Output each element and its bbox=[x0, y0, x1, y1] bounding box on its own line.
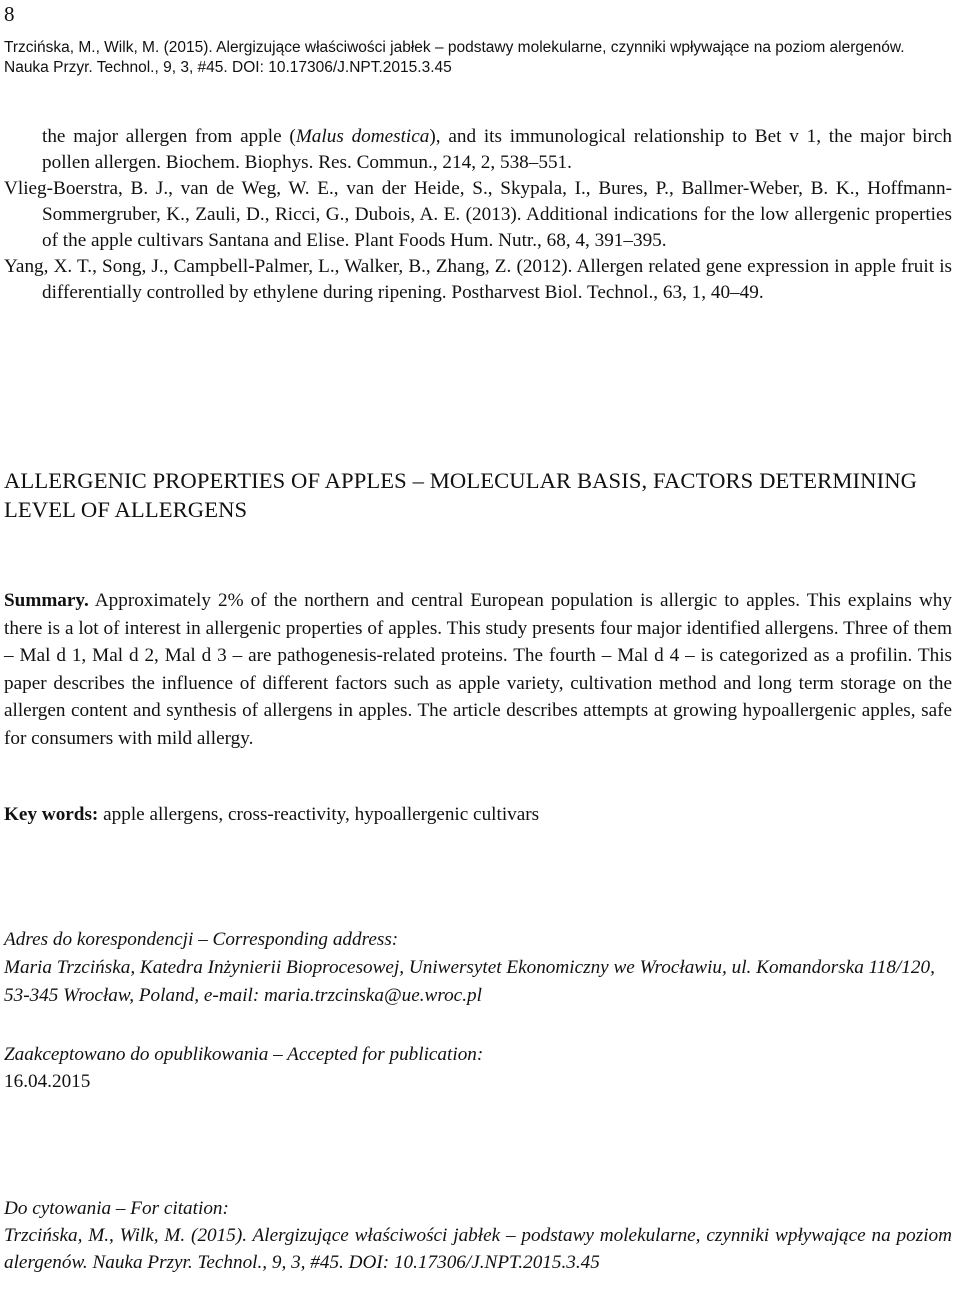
page-number: 8 bbox=[4, 2, 15, 26]
keywords-label: Key words: bbox=[4, 804, 99, 825]
accepted-block bbox=[4, 1041, 483, 1095]
citation-block bbox=[4, 1195, 952, 1276]
keywords bbox=[4, 801, 539, 828]
running-header-citation bbox=[4, 38, 952, 78]
reference-item: Vlieg-Boerstra, B. J., van de Weg, W. E., van der Heide, S., Skypala, I., Bures, P., Ballmer-Weber, B. K., Hoffmann-Sommergruber, K., Zauli, D., Ricci, G., Dubois, A. E. (2013). Additional indications for the low allergenic properties of the apple cultivars Santana and Elise. Plant Foods Hum. Nutr., 68, 4, 391–395. bbox=[4, 178, 952, 251]
english-title: ALLERGENIC PROPERTIES OF APPLES – MOLECULAR BASIS, FACTORS DETERMINING LEVEL OF ALLERGENS bbox=[4, 468, 918, 522]
correspondence-block bbox=[4, 926, 952, 1010]
summary-label: Summary. bbox=[4, 590, 89, 611]
keywords-text: apple allergens, cross-reactivity, hypoallergenic cultivars bbox=[103, 804, 540, 825]
reference-list bbox=[4, 124, 952, 306]
header-title: Alergizujące właściwości jabłek – podstawy molekularne, czynniki wpływające na poziom alergenów. bbox=[216, 39, 905, 56]
summary-text: Approximately 2% of the northern and central European population is allergic to apples. This explains why there is a lot of interest in allergenic properties of apples. This study presents four major identified allergens. Three of them – Mal d 1, Mal d 2, Mal d 3 – are pathogenesis-related proteins. The fourth – Mal d 4 – is categorized as a profilin. This paper describes the influence of different factors such as apple variety, cultivation method and long term storage on the allergen content and synthesis of allergens in apples. The article describes attempts at growing hypoallergenic apples, safe for consumers with mild allergy. bbox=[4, 590, 952, 749]
citation-label: Do cytowania – For citation: bbox=[4, 1198, 229, 1219]
correspondence-label: Adres do korespondencji – Corresponding address: bbox=[4, 929, 399, 950]
summary-paragraph bbox=[4, 587, 952, 753]
accepted-label: Zaakceptowano do opublikowania – Accepted for publication: bbox=[4, 1044, 484, 1065]
reference-item: Yang, X. T., Song, J., Campbell-Palmer, L., Walker, B., Zhang, Z. (2012). Allergen related gene expression in apple fruit is differentially controlled by ethylene during ripening. Postharvest Biol. Technol., 63, 1, 40–49. bbox=[4, 256, 952, 303]
correspondence-text: Maria Trzcińska, Katedra Inżynierii Bioprocesowej, Uniwersytet Ekonomiczny we Wrocławiu, ul. Komandorska 118/120, 53-345 Wrocław, Poland, e-mail: maria.trzcinska@ue.wroc.pl bbox=[4, 957, 935, 1006]
citation-text: Trzcińska, M., Wilk, M. (2015). Alergizujące właściwości jabłek – podstawy molekularne, czynniki wpływające na poziom alergenów. Nauka Przyr. Technol., 9, 3, #45. DOI: 10.17306/J.NPT.2015.3.45 bbox=[4, 1225, 952, 1273]
header-journal: Nauka Przyr. Technol., 9, 3, #45. DOI: 10.17306/J.NPT.2015.3.45 bbox=[4, 59, 452, 76]
header-authors: Trzcińska, M., Wilk, M. (2015). bbox=[4, 39, 213, 56]
accepted-date: 16.04.2015 bbox=[4, 1071, 91, 1092]
reference-item: the major allergen from apple (Malus domestica), and its immunological relationship to Bet v 1, the major birch pollen allergen. Biochem. Biophys. Res. Commun., 214, 2, 538–551. bbox=[42, 126, 952, 173]
